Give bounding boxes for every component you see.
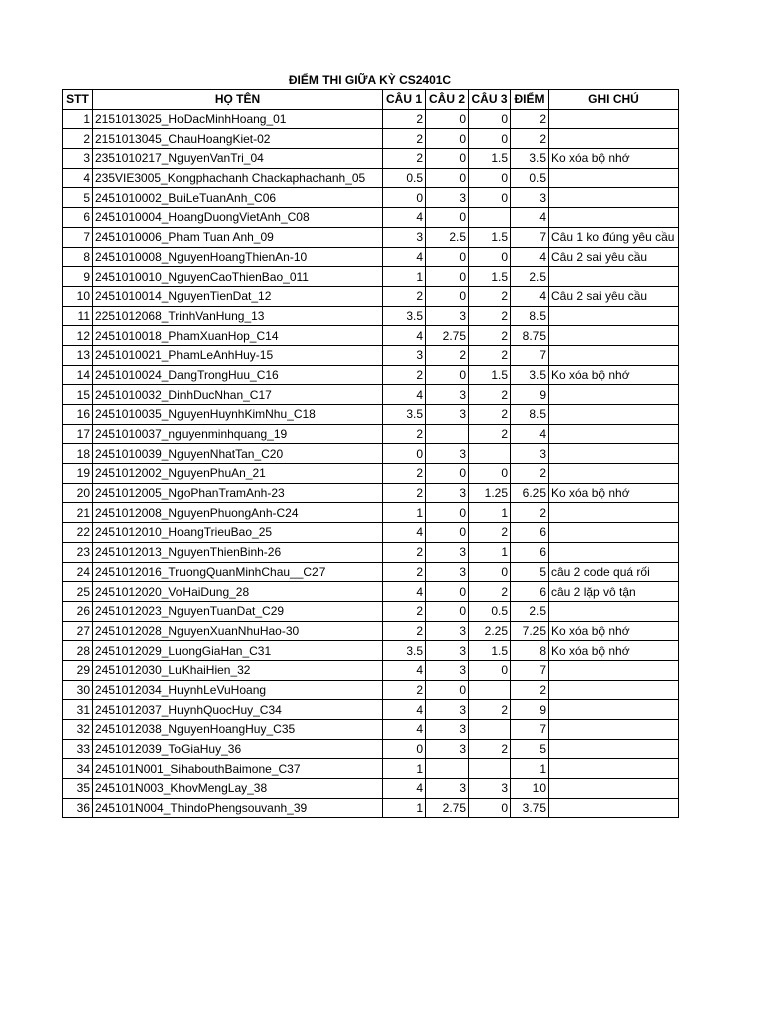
cell-stt[interactable]: 33 (63, 739, 93, 759)
table-row (63, 464, 679, 484)
cell-q3[interactable]: 1 (469, 542, 511, 562)
cell-name[interactable]: 2451012020_VoHaiDung_28 (93, 582, 383, 602)
cell-stt[interactable]: 6 (63, 208, 93, 228)
cell-note[interactable] (549, 444, 679, 464)
cell-name[interactable]: 2451010037_nguyenminhquang_19 (93, 424, 383, 444)
cell-q1[interactable]: 4 (383, 326, 426, 346)
cell-q1[interactable]: 1 (383, 503, 426, 523)
cell-q2[interactable]: 3 (426, 779, 469, 799)
cell-score[interactable]: 2.5 (511, 601, 549, 621)
cell-score[interactable]: 6 (511, 523, 549, 543)
table-row (63, 286, 679, 306)
score-table (62, 89, 679, 818)
cell-q3[interactable]: 2 (469, 739, 511, 759)
cell-name[interactable]: 2451012016_TruongQuanMinhChau__C27 (93, 562, 383, 582)
cell-q1[interactable]: 2 (383, 562, 426, 582)
cell-name[interactable]: 2451010014_NguyenTienDat_12 (93, 286, 383, 306)
cell-stt[interactable]: 5 (63, 188, 93, 208)
cell-stt[interactable]: 34 (63, 759, 93, 779)
cell-q2[interactable]: 3 (426, 542, 469, 562)
cell-stt[interactable]: 25 (63, 582, 93, 602)
cell-q1[interactable]: 0 (383, 444, 426, 464)
cell-stt[interactable]: 35 (63, 779, 93, 799)
cell-name[interactable]: 2451012037_HuynhQuocHuy_C34 (93, 700, 383, 720)
cell-q1[interactable]: 1 (383, 759, 426, 779)
cell-q1[interactable]: 4 (383, 700, 426, 720)
cell-q3[interactable] (469, 208, 511, 228)
cell-note[interactable] (549, 503, 679, 523)
cell-stt[interactable]: 28 (63, 641, 93, 661)
cell-q2[interactable]: 2.5 (426, 227, 469, 247)
table-row (63, 582, 679, 602)
cell-q3[interactable]: 1.5 (469, 149, 511, 169)
cell-note[interactable] (549, 109, 679, 129)
cell-stt[interactable]: 7 (63, 227, 93, 247)
cell-stt[interactable]: 36 (63, 798, 93, 818)
cell-name[interactable]: 2451012008_NguyenPhuongAnh-C24 (93, 503, 383, 523)
table-row (63, 700, 679, 720)
cell-q3[interactable]: 2 (469, 326, 511, 346)
cell-name[interactable]: 2451012010_HoangTrieuBao_25 (93, 523, 383, 543)
cell-stt[interactable]: 19 (63, 464, 93, 484)
cell-q1[interactable]: 1 (383, 267, 426, 287)
cell-score[interactable]: 4 (511, 247, 549, 267)
cell-q2[interactable]: 3 (426, 739, 469, 759)
table-row (63, 345, 679, 365)
table-row (63, 759, 679, 779)
cell-q3[interactable]: 0 (469, 188, 511, 208)
cell-name[interactable]: 2451010002_BuiLeTuanAnh_C06 (93, 188, 383, 208)
table-row (63, 247, 679, 267)
table-row (63, 739, 679, 759)
cell-q2[interactable]: 0 (426, 503, 469, 523)
cell-name[interactable]: 2451010004_HoangDuongVietAnh_C08 (93, 208, 383, 228)
table-row (63, 542, 679, 562)
cell-name[interactable]: 2451010039_NguyenNhatTan_C20 (93, 444, 383, 464)
cell-q3[interactable]: 2 (469, 405, 511, 425)
cell-name[interactable]: 2451012005_NgoPhanTramAnh-23 (93, 483, 383, 503)
cell-name[interactable]: 2451010018_PhamXuanHop_C14 (93, 326, 383, 346)
cell-name[interactable]: 2451012039_ToGiaHuy_36 (93, 739, 383, 759)
cell-note[interactable] (549, 345, 679, 365)
cell-q3[interactable]: 2 (469, 582, 511, 602)
cell-stt[interactable]: 21 (63, 503, 93, 523)
cell-q3[interactable]: 1.5 (469, 641, 511, 661)
cell-score[interactable]: 6 (511, 542, 549, 562)
cell-note[interactable] (549, 680, 679, 700)
cell-q3[interactable]: 2 (469, 424, 511, 444)
cell-q1[interactable]: 4 (383, 385, 426, 405)
cell-score[interactable]: 6.25 (511, 483, 549, 503)
table-row (63, 129, 679, 149)
cell-note[interactable] (549, 464, 679, 484)
cell-stt[interactable]: 27 (63, 621, 93, 641)
cell-stt[interactable]: 31 (63, 700, 93, 720)
cell-note[interactable] (549, 326, 679, 346)
sheet-title: ĐIỂM THI GIỮA KỲ CS2401C (288, 73, 452, 87)
cell-q2[interactable]: 3 (426, 720, 469, 740)
cell-score[interactable]: 3 (511, 444, 549, 464)
cell-score[interactable]: 5 (511, 739, 549, 759)
cell-name[interactable]: 245101N004_ThindoPhengsouvanh_39 (93, 798, 383, 818)
cell-score[interactable]: 3.5 (511, 365, 549, 385)
cell-q1[interactable]: 2 (383, 483, 426, 503)
cell-score[interactable]: 3.75 (511, 798, 549, 818)
cell-note[interactable] (549, 385, 679, 405)
table-row (63, 267, 679, 287)
cell-q1[interactable]: 4 (383, 582, 426, 602)
cell-score[interactable]: 8 (511, 641, 549, 661)
cell-q2[interactable]: 0 (426, 208, 469, 228)
cell-q2[interactable]: 3 (426, 641, 469, 661)
cell-q1[interactable]: 2 (383, 129, 426, 149)
cell-q3[interactable]: 2.25 (469, 621, 511, 641)
cell-score[interactable]: 7 (511, 660, 549, 680)
cell-note[interactable] (549, 405, 679, 425)
cell-q2[interactable]: 0 (426, 365, 469, 385)
cell-q2[interactable] (426, 424, 469, 444)
cell-score[interactable]: 2.5 (511, 267, 549, 287)
cell-note[interactable] (549, 720, 679, 740)
cell-q3[interactable]: 1.5 (469, 267, 511, 287)
table-row (63, 385, 679, 405)
cell-note[interactable] (549, 267, 679, 287)
table-row (63, 168, 679, 188)
cell-note[interactable]: Ko xóa bộ nhớ (549, 621, 679, 641)
cell-q1[interactable]: 4 (383, 779, 426, 799)
cell-name[interactable]: 2451012034_HuynhLeVuHoang (93, 680, 383, 700)
header-score[interactable]: ĐIỂM (511, 90, 549, 110)
table-row (63, 562, 679, 582)
cell-q3[interactable] (469, 759, 511, 779)
table-row (63, 641, 679, 661)
cell-q2[interactable]: 0 (426, 523, 469, 543)
table-row (63, 405, 679, 425)
cell-name[interactable]: 2451012029_LuongGiaHan_C31 (93, 641, 383, 661)
table-row (63, 798, 679, 818)
cell-stt[interactable]: 1 (63, 109, 93, 129)
table-row (63, 149, 679, 169)
cell-q1[interactable]: 2 (383, 464, 426, 484)
cell-q1[interactable]: 3 (383, 227, 426, 247)
cell-name[interactable]: 2451010006_Pham Tuan Anh_09 (93, 227, 383, 247)
table-row (63, 444, 679, 464)
cell-name[interactable]: 2151013045_ChauHoangKiet-02 (93, 129, 383, 149)
cell-stt[interactable]: 12 (63, 326, 93, 346)
cell-stt[interactable]: 11 (63, 306, 93, 326)
cell-q1[interactable]: 4 (383, 660, 426, 680)
cell-q1[interactable]: 1 (383, 798, 426, 818)
cell-score[interactable]: 2 (511, 503, 549, 523)
cell-note[interactable] (549, 542, 679, 562)
cell-note[interactable] (549, 739, 679, 759)
cell-note[interactable] (549, 798, 679, 818)
cell-q1[interactable]: 2 (383, 286, 426, 306)
cell-q3[interactable]: 2 (469, 345, 511, 365)
header-row (63, 90, 679, 110)
cell-stt[interactable]: 29 (63, 660, 93, 680)
cell-q1[interactable]: 4 (383, 720, 426, 740)
cell-q2[interactable]: 0 (426, 680, 469, 700)
cell-stt[interactable]: 20 (63, 483, 93, 503)
cell-stt[interactable]: 4 (63, 168, 93, 188)
cell-q3[interactable] (469, 720, 511, 740)
header-stt[interactable]: STT (63, 90, 93, 110)
header-name[interactable]: HỌ TÊN (93, 90, 383, 110)
cell-q2[interactable]: 2.75 (426, 798, 469, 818)
cell-note[interactable] (549, 129, 679, 149)
cell-q2[interactable]: 0 (426, 168, 469, 188)
cell-q2[interactable]: 0 (426, 464, 469, 484)
cell-score[interactable]: 8.75 (511, 326, 549, 346)
cell-score[interactable]: 6 (511, 582, 549, 602)
header-q3[interactable]: CÂU 3 (469, 90, 511, 110)
table-row (63, 680, 679, 700)
cell-q3[interactable]: 0 (469, 660, 511, 680)
cell-stt[interactable]: 26 (63, 601, 93, 621)
cell-q1[interactable]: 2 (383, 109, 426, 129)
cell-name[interactable]: 2451012023_NguyenTuanDat_C29 (93, 601, 383, 621)
cell-q3[interactable]: 0 (469, 109, 511, 129)
cell-note[interactable] (549, 188, 679, 208)
cell-name[interactable]: 2451012038_NguyenHoangHuy_C35 (93, 720, 383, 740)
cell-note[interactable] (549, 306, 679, 326)
cell-note[interactable] (549, 779, 679, 799)
cell-q3[interactable]: 2 (469, 385, 511, 405)
cell-q1[interactable]: 2 (383, 365, 426, 385)
cell-score[interactable]: 4 (511, 286, 549, 306)
cell-note[interactable]: Câu 2 sai yêu cầu (549, 247, 679, 267)
header-q2[interactable]: CÂU 2 (426, 90, 469, 110)
cell-q3[interactable]: 2 (469, 306, 511, 326)
cell-q2[interactable]: 3 (426, 306, 469, 326)
cell-note[interactable] (549, 208, 679, 228)
table-row (63, 188, 679, 208)
cell-q3[interactable]: 1.5 (469, 227, 511, 247)
cell-q2[interactable]: 0 (426, 109, 469, 129)
cell-stt[interactable]: 10 (63, 286, 93, 306)
cell-q1[interactable]: 3 (383, 345, 426, 365)
cell-q3[interactable] (469, 444, 511, 464)
header-note[interactable]: GHI CHÚ (549, 90, 679, 110)
cell-q2[interactable]: 3 (426, 660, 469, 680)
cell-q3[interactable]: 1.5 (469, 365, 511, 385)
cell-stt[interactable]: 16 (63, 405, 93, 425)
cell-q2[interactable]: 0 (426, 267, 469, 287)
cell-score[interactable]: 9 (511, 700, 549, 720)
cell-score[interactable]: 0.5 (511, 168, 549, 188)
cell-q2[interactable]: 3 (426, 621, 469, 641)
cell-score[interactable]: 7 (511, 720, 549, 740)
cell-q1[interactable]: 2 (383, 680, 426, 700)
cell-q3[interactable]: 3 (469, 779, 511, 799)
cell-stt[interactable]: 17 (63, 424, 93, 444)
cell-q2[interactable]: 0 (426, 247, 469, 267)
cell-q3[interactable]: 0 (469, 247, 511, 267)
cell-name[interactable]: 2451012013_NguyenThienBinh-26 (93, 542, 383, 562)
cell-q2[interactable] (426, 759, 469, 779)
cell-name[interactable]: 2451010032_DinhDucNhan_C17 (93, 385, 383, 405)
table-row (63, 109, 679, 129)
cell-q2[interactable]: 3 (426, 444, 469, 464)
cell-note[interactable]: câu 2 lặp vô tận (549, 582, 679, 602)
header-q1[interactable]: CÂU 1 (383, 90, 426, 110)
cell-score[interactable]: 7 (511, 227, 549, 247)
table-row (63, 424, 679, 444)
cell-q2[interactable]: 0 (426, 129, 469, 149)
cell-q1[interactable]: 2 (383, 621, 426, 641)
cell-score[interactable]: 8.5 (511, 405, 549, 425)
cell-q1[interactable]: 0 (383, 739, 426, 759)
cell-q3[interactable]: 0.5 (469, 601, 511, 621)
cell-q3[interactable]: 0 (469, 168, 511, 188)
cell-score[interactable]: 4 (511, 424, 549, 444)
cell-score[interactable]: 10 (511, 779, 549, 799)
cell-stt[interactable]: 15 (63, 385, 93, 405)
cell-note[interactable]: câu 2 code quá rối (549, 562, 679, 582)
cell-stt[interactable]: 24 (63, 562, 93, 582)
cell-score[interactable]: 2 (511, 464, 549, 484)
cell-stt[interactable]: 9 (63, 267, 93, 287)
cell-stt[interactable]: 3 (63, 149, 93, 169)
cell-note[interactable] (549, 424, 679, 444)
cell-name[interactable]: 2251012068_TrinhVanHung_13 (93, 306, 383, 326)
cell-q3[interactable]: 0 (469, 798, 511, 818)
cell-name[interactable]: 2451010021_PhamLeAnhHuy-15 (93, 345, 383, 365)
cell-score[interactable]: 4 (511, 208, 549, 228)
cell-q3[interactable] (469, 680, 511, 700)
table-row (63, 483, 679, 503)
cell-q2[interactable]: 2.75 (426, 326, 469, 346)
table-row (63, 227, 679, 247)
table-row (63, 326, 679, 346)
cell-stt[interactable]: 23 (63, 542, 93, 562)
cell-q3[interactable]: 2 (469, 700, 511, 720)
cell-q1[interactable]: 2 (383, 601, 426, 621)
cell-note[interactable] (549, 601, 679, 621)
cell-q2[interactable]: 0 (426, 582, 469, 602)
cell-q2[interactable]: 3 (426, 188, 469, 208)
cell-score[interactable]: 2 (511, 680, 549, 700)
cell-q2[interactable]: 2 (426, 345, 469, 365)
cell-stt[interactable]: 30 (63, 680, 93, 700)
table-row (63, 779, 679, 799)
cell-score[interactable]: 1 (511, 759, 549, 779)
cell-score[interactable]: 7 (511, 345, 549, 365)
cell-q2[interactable]: 3 (426, 385, 469, 405)
cell-q1[interactable]: 3.5 (383, 641, 426, 661)
cell-q1[interactable]: 2 (383, 424, 426, 444)
table-row (63, 365, 679, 385)
cell-q2[interactable]: 3 (426, 562, 469, 582)
cell-note[interactable]: Câu 1 ko đúng yêu cầu (549, 227, 679, 247)
cell-name[interactable]: 2451012002_NguyenPhuAn_21 (93, 464, 383, 484)
cell-score[interactable]: 3 (511, 188, 549, 208)
cell-name[interactable]: 2451010024_DangTrongHuu_C16 (93, 365, 383, 385)
cell-q1[interactable]: 4 (383, 208, 426, 228)
table-row (63, 523, 679, 543)
cell-q1[interactable]: 3.5 (383, 405, 426, 425)
cell-q3[interactable]: 1.25 (469, 483, 511, 503)
cell-note[interactable]: Ko xóa bộ nhớ (549, 149, 679, 169)
cell-stt[interactable]: 2 (63, 129, 93, 149)
cell-score[interactable]: 8.5 (511, 306, 549, 326)
cell-q2[interactable]: 3 (426, 700, 469, 720)
cell-note[interactable]: Câu 2 sai yêu cầu (549, 286, 679, 306)
cell-q3[interactable]: 2 (469, 286, 511, 306)
cell-q1[interactable]: 4 (383, 247, 426, 267)
cell-q1[interactable]: 0 (383, 188, 426, 208)
cell-q2[interactable]: 0 (426, 601, 469, 621)
cell-name[interactable]: 2451010008_NguyenHoangThienAn-10 (93, 247, 383, 267)
table-row (63, 621, 679, 641)
cell-stt[interactable]: 18 (63, 444, 93, 464)
cell-score[interactable]: 5 (511, 562, 549, 582)
table-row (63, 660, 679, 680)
cell-q3[interactable]: 2 (469, 523, 511, 543)
cell-name[interactable]: 2451010010_NguyenCaoThienBao_011 (93, 267, 383, 287)
cell-note[interactable] (549, 168, 679, 188)
cell-score[interactable]: 7.25 (511, 621, 549, 641)
cell-stt[interactable]: 14 (63, 365, 93, 385)
cell-score[interactable]: 2 (511, 109, 549, 129)
cell-note[interactable] (549, 759, 679, 779)
cell-note[interactable] (549, 523, 679, 543)
cell-name[interactable]: 2451012030_LuKhaiHien_32 (93, 660, 383, 680)
cell-note[interactable] (549, 660, 679, 680)
cell-name[interactable]: 2151013025_HoDacMinhHoang_01 (93, 109, 383, 129)
cell-stt[interactable]: 22 (63, 523, 93, 543)
cell-score[interactable]: 2 (511, 129, 549, 149)
cell-stt[interactable]: 13 (63, 345, 93, 365)
cell-q3[interactable]: 0 (469, 562, 511, 582)
cell-name[interactable]: 2451012028_NguyenXuanNhuHao-30 (93, 621, 383, 641)
table-row (63, 503, 679, 523)
cell-name[interactable]: 235VIE3005_Kongphachanh Chackaphachanh_05 (93, 168, 383, 188)
cell-q1[interactable]: 4 (383, 523, 426, 543)
cell-note[interactable]: Ko xóa bộ nhớ (549, 483, 679, 503)
cell-stt[interactable]: 8 (63, 247, 93, 267)
cell-note[interactable]: Ko xóa bộ nhớ (549, 365, 679, 385)
cell-name[interactable]: 2451010035_NguyenHuynhKimNhu_C18 (93, 405, 383, 425)
cell-name[interactable]: 245101N001_SihabouthBaimone_C37 (93, 759, 383, 779)
table-row (63, 720, 679, 740)
cell-q1[interactable]: 3.5 (383, 306, 426, 326)
cell-name[interactable]: 2351010217_NguyenVanTri_04 (93, 149, 383, 169)
table-row (63, 601, 679, 621)
table-row (63, 208, 679, 228)
cell-note[interactable]: Ko xóa bộ nhớ (549, 641, 679, 661)
cell-q1[interactable]: 0.5 (383, 168, 426, 188)
cell-q3[interactable]: 0 (469, 464, 511, 484)
cell-q2[interactable]: 3 (426, 405, 469, 425)
cell-q2[interactable]: 0 (426, 149, 469, 169)
cell-score[interactable]: 3.5 (511, 149, 549, 169)
cell-q2[interactable]: 0 (426, 286, 469, 306)
cell-name[interactable]: 245101N003_KhovMengLay_38 (93, 779, 383, 799)
cell-q3[interactable]: 1 (469, 503, 511, 523)
table-row (63, 306, 679, 326)
cell-note[interactable] (549, 700, 679, 720)
cell-stt[interactable]: 32 (63, 720, 93, 740)
cell-q2[interactable]: 3 (426, 483, 469, 503)
cell-q1[interactable]: 2 (383, 149, 426, 169)
cell-q1[interactable]: 2 (383, 542, 426, 562)
cell-score[interactable]: 9 (511, 385, 549, 405)
cell-q3[interactable]: 0 (469, 129, 511, 149)
